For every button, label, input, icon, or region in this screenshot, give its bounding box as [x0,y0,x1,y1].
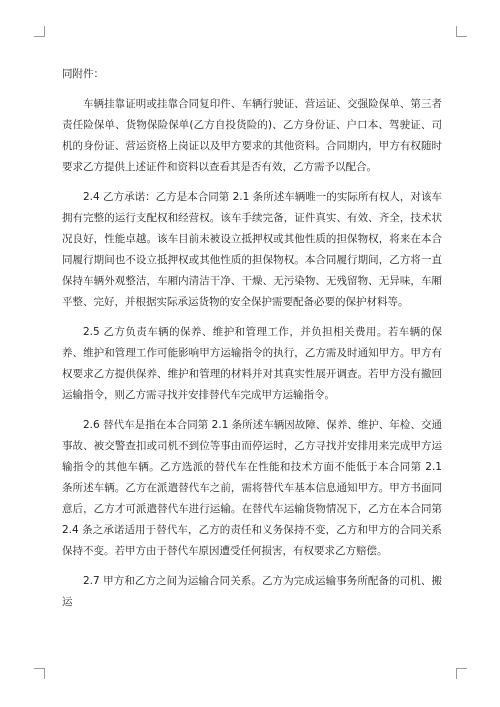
paragraph-attachment-heading: 同附件： [62,68,104,80]
paragraph-clause-2-5: 2.5 乙方负责车辆的保养、维护和管理工作，并负担相关费用。若车辆的保养、维护和管理工作可能影响甲方运输指令的执行，乙方需及时通知甲方。甲方有权要求乙方提供保养、维护和管理的材料并对其真实性展开调查。若甲方没有撤回运输指令，则乙方需寻找并安排替代车完成甲方运输指令。 [62,326,442,401]
paragraph-clause-2-7: 2.7 甲方和乙方之间为运输合同关系。乙方为完成运输事务所配备的司机、搬运 [62,575,442,608]
crop-mark-top-right [456,26,467,37]
document-body [62,64,442,613]
paragraph-clause-2-6: 2.6 替代车是指在本合同第 2.1 条所述车辆因故障、保养、维护、年检、交通事故、被交警查扣或司机不到位等事由而停运时，乙方寻找并安排用来完成甲方运输指令的其他车辆。乙方选派的替代车在性能和技术方面不能低于本合同第 2.1 条所述车辆。乙方在派遣替代车之前，需将替代车基本信息通知甲方。甲方书面同意后，乙方才可派遣替代车进行运输。在替代车运输货物情况下，乙方在本合同第 2.4 条之承诺适用于替代车，乙方的责任和义务保持不变，乙方和甲方的合同关系保持不变。若甲方由于替代车原因遭受任何损害，有权要求乙方赔偿。 [62,419,442,557]
paragraph-clause-2-4: 2.4 乙方承诺：乙方是本合同第 2.1 条所述车辆唯一的实际所有权人，对该车拥有完整的运行支配权和经营权。该车手续完备，证件真实、有效、齐全，技术状况良好，性能卓越。该车目前未被设立抵押权或其他性质的担保物权，将来在本合同履行期间也不设立抵押权或其他性质的担保物权。本合同履行期间，乙方将一直保持车辆外观整洁，车厢内清洁干净、干燥、无污染物、无残留物、无异味，车厢平整、完好，并根据实际承运货物的安全保护需要配备必要的保护材料等。 [62,191,442,308]
crop-mark-bottom-right [456,668,467,679]
crop-mark-bottom-left [34,668,45,679]
crop-mark-top-left [34,26,45,37]
paragraph-attachment-list: 车辆挂靠证明或挂靠合同复印件、车辆行驶证、营运证、交强险保单、第三者责任险保单、货物保险保单(乙方自投货险的)、乙方身份证、户口本、驾驶证、司机的身份证、营运资格上岗证以及甲方要求的其他资料。合同期内，甲方有权随时要求乙方提供上述证件和资料以查看其是否有效，乙方需予以配合。 [62,98,442,173]
